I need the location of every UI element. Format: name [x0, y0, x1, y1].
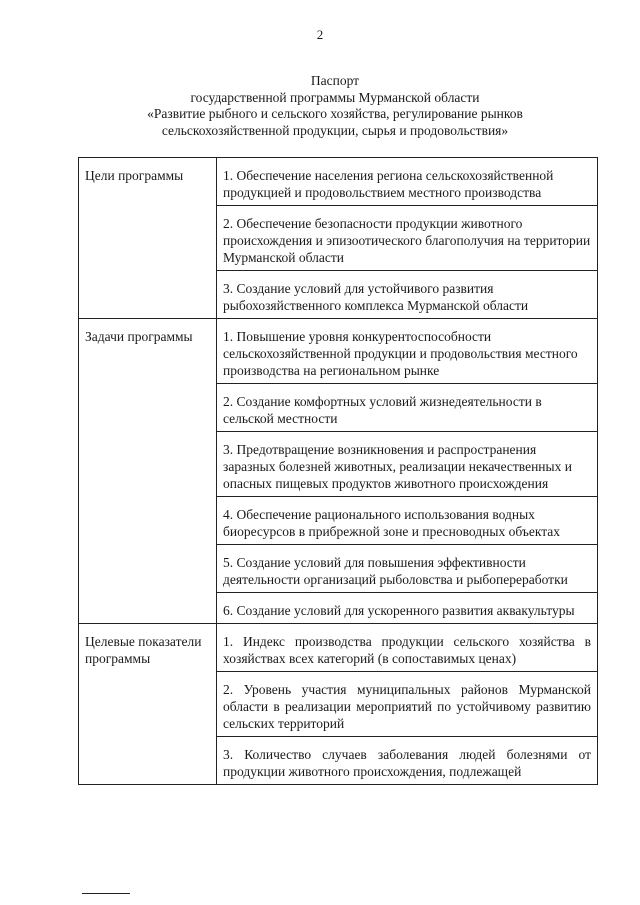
- task-item-5: 5. Создание условий для повышения эффективности деятельности организаций рыболовства и рыбопереработки: [217, 545, 598, 593]
- goal-item-1: 1. Обеспечение населения региона сельскохозяйственной продукцией и продовольствием местного производства: [217, 158, 598, 206]
- indicator-item-1: 1. Индекс производства продукции сельского хозяйства в хозяйствах всех категорий (в сопоставимых ценах): [217, 624, 598, 672]
- task-item-3: 3. Предотвращение возникновения и распространения заразных болезней животных, реализации некачественных и опасных пищевых продуктов животного происхождения: [217, 432, 598, 497]
- indicator-item-2: 2. Уровень участия муниципальных районов Мурманской области в реализации мероприятий по устойчивому развитию сельских территорий: [217, 672, 598, 737]
- page-number: 2: [316, 27, 324, 42]
- section-label-tasks: Задачи программы: [79, 319, 217, 624]
- section-label-indicators: Целевые показатели программы: [79, 624, 217, 785]
- title-line-3: «Развитие рыбного и сельского хозяйства, регулирование рынков: [147, 106, 523, 121]
- section-label-goals: Цели программы: [79, 158, 217, 319]
- indicator-item-3: 3. Количество случаев заболевания людей болезнями от продукции животного происхождения, подлежащей: [217, 737, 598, 785]
- goal-item-3: 3. Создание условий для устойчивого развития рыбохозяйственного комплекса Мурманской области: [217, 271, 598, 319]
- footnote-divider: [82, 893, 130, 894]
- task-item-2: 2. Создание комфортных условий жизнедеятельности в сельской местности: [217, 384, 598, 432]
- task-item-4: 4. Обеспечение рационального использования водных биоресурсов в прибрежной зоне и пресноводных объектах: [217, 497, 598, 545]
- passport-table: [78, 157, 598, 785]
- title-line-4: сельскохозяйственной продукции, сырья и продовольствия»: [161, 122, 509, 138]
- document-title: [80, 73, 590, 139]
- table-row: [79, 158, 598, 206]
- table-row: [79, 319, 598, 384]
- task-item-6: 6. Создание условий для ускоренного развития аквакультуры: [217, 593, 598, 624]
- table-row: [79, 624, 598, 672]
- title-line-1: Паспорт: [310, 73, 360, 88]
- task-item-1: 1. Повышение уровня конкурентоспособности сельскохозяйственной продукции и продовольствия местного производства на региональном рынке: [217, 319, 598, 384]
- goal-item-2: 2. Обеспечение безопасности продукции животного происхождения и эпизоотического благополучия на территории Мурманской области: [217, 206, 598, 271]
- title-line-2: государственной программы Мурманской области: [190, 89, 480, 105]
